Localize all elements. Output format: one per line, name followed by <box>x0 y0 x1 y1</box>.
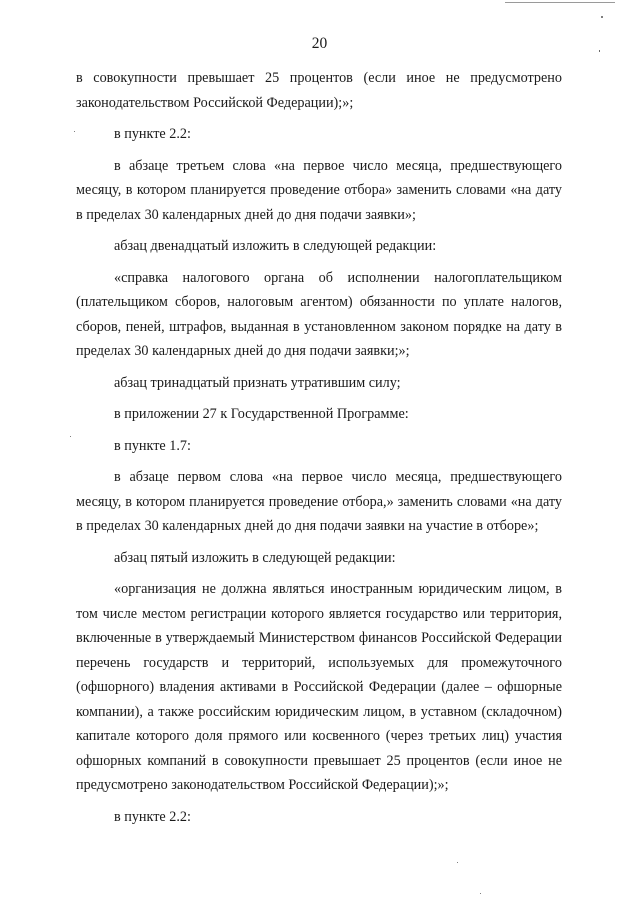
scan-speck <box>601 16 603 18</box>
paragraph: абзац тринадцатый признать утратившим силу; <box>114 374 401 391</box>
paragraph: в пункте 2.2: <box>114 126 191 142</box>
paragraph: в пункте 2.2: <box>114 808 191 825</box>
scan-speck <box>457 862 458 863</box>
paragraph: в приложении 27 к Государственной Программе: <box>114 406 409 422</box>
paragraph: в абзаце третьем слова «на первое число месяца, предшествующего месяцу, в котором планируется проведение отбора» заменить словами «на дату в пределах 30 календарных дней до дня подачи заявки»; <box>76 157 562 223</box>
scan-speck <box>74 131 75 132</box>
paragraph: в совокупности превышает 25 процентов (если иное не предусмотрено законодательством Российской Федерации);»; <box>76 70 562 111</box>
paragraph: в пункте 1.7: <box>114 437 191 454</box>
page-number: 20 <box>311 35 328 52</box>
scan-speck <box>480 893 481 894</box>
paragraph: в абзаце первом слова «на первое число месяца, предшествующего месяцу, в котором планируется проведение отбора,» заменить словами «на дату в пределах 30 календарных дней до дня подачи заявки на участие в отборе»; <box>76 469 562 534</box>
scan-edge-line <box>505 2 615 3</box>
paragraph: абзац пятый изложить в следующей редакции: <box>114 549 396 566</box>
scan-speck <box>70 436 71 437</box>
paragraph: «организация не должна являться иностранным юридическим лицом, в том числе местом регистрации которого является государство или территория, включенные в утверждаемый Министерством финансов Российской Федерации перечень государств и территорий, используемых для промежуточного (офшорного) владения активами в Российской Федерации (далее – офшорные компании), а также российским юридическим лицом, в уставном (складочном) капитале которого доля прямого или косвенного (через третьих лиц) участия офшорных компаний в совокупности превышает 25 процентов (если иное не предусмотрено законодательством Российской Федерации);»; <box>76 581 562 793</box>
paragraph: «справка налогового органа об исполнении налогоплательщиком (плательщиком сборов, налоговым агентом) обязанности по уплате налогов, сборов, пеней, штрафов, выданная в установленном законом порядке на дату в пределах 30 календарных дней до дня подачи заявки;»; <box>76 269 562 359</box>
paragraph: абзац двенадцатый изложить в следующей редакции: <box>114 238 437 254</box>
document-body <box>76 66 562 836</box>
